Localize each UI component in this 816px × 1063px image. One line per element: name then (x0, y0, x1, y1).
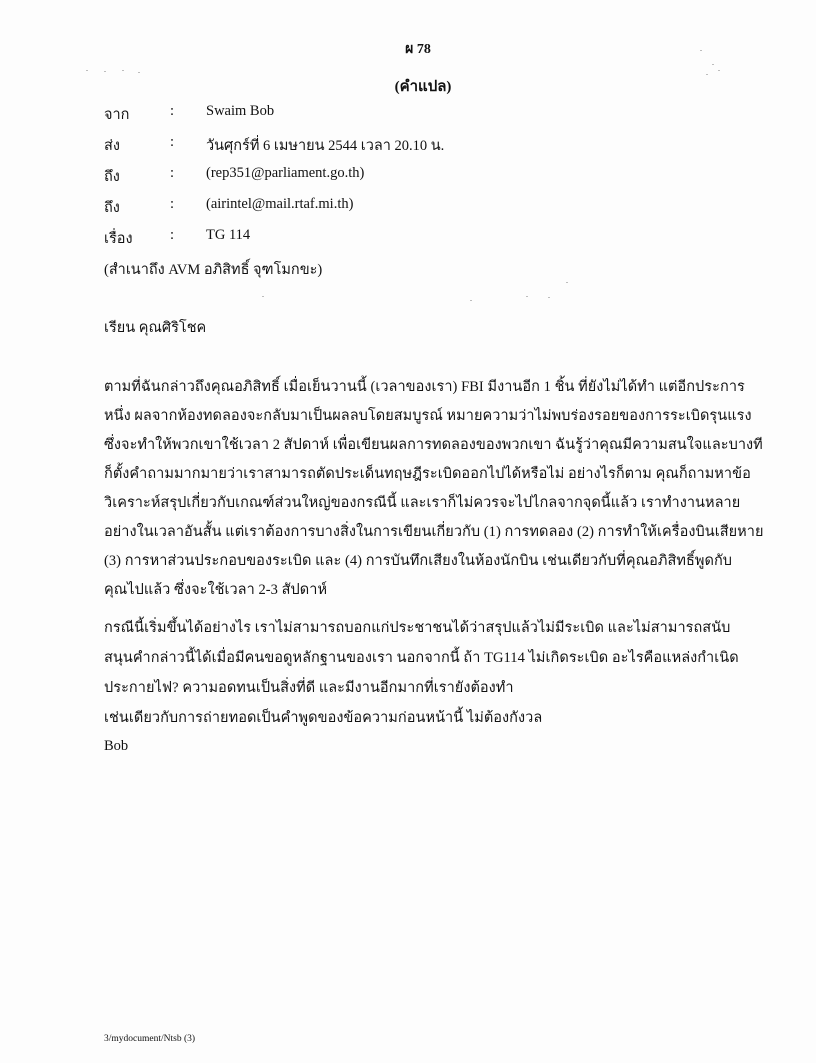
scan-speck (122, 70, 124, 71)
paragraph-line: ตามที่ฉันกล่าวถึงคุณอภิสิทธิ์ เมื่อเย็นวานนี้ (เวลาของเรา) FBI มีงานอีก 1 ชิ้น ที่ยังไม่ได้ทำ แต่อีกประการ (104, 379, 745, 395)
header-value: (rep351@parliament.go.th) (206, 165, 365, 181)
header-separator: : (170, 165, 175, 181)
scan-speck (470, 300, 472, 301)
scan-speck (104, 71, 106, 72)
scan-speck (566, 282, 568, 283)
paragraph-line: เช่นเดียวกับการถ่ายทอดเป็นคำพูดของข้อความก่อนหน้านี้ ไม่ต้องกังวล (104, 710, 543, 726)
header-separator: : (170, 134, 175, 150)
paragraph-line: คุณไปแล้ว ซึ่งจะใช้เวลา 2-3 สัปดาห์ (104, 582, 328, 598)
header-separator: : (170, 103, 175, 119)
cc-line: (สำเนาถึง AVM อภิสิทธิ์ จุฑโมกขะ) (104, 262, 323, 278)
paragraph-line: กรณีนี้เริ่มขึ้นได้อย่างไร เราไม่สามารถบอกแก่ประชาชนได้ว่าสรุปแล้วไม่มีระเบิด และไม่สามารถสนับ (104, 620, 731, 636)
document-number: ผ 78 (405, 42, 431, 57)
scan-speck (138, 72, 140, 73)
signature: Bob (104, 738, 129, 754)
header-label: ถึง (104, 200, 120, 216)
header-label: เรื่อง (104, 231, 133, 247)
paragraph-line: ซึ่งจะทำให้พวกเขาใช้เวลา 2 สัปดาห์ เพื่อเขียนผลการทดลองของพวกเขา ฉันรู้ว่าคุณมีความสนใจและบางที (104, 437, 763, 453)
header-label: จาก (104, 107, 130, 123)
paragraph-line: สนุนคำกล่าวนี้ได้เมื่อมีคนขอดูหลักฐานของเรา นอกจากนี้ ถ้า TG114 ไม่เกิดระเบิด อะไรคือแหล่งกำเนิด (104, 650, 739, 666)
header-value: (airintel@mail.rtaf.mi.th) (206, 196, 354, 212)
paragraph-line: วิเคราะห์สรุปเกี่ยวกับเกณฑ์ส่วนใหญ่ของกรณีนี้ และเราก็ไม่ควรจะไปไกลจากจุดนี้แล้ว เราทำงานหลาย (104, 495, 741, 511)
paragraph-line: ประกายไฟ? ความอดทนเป็นสิ่งที่ดี และมีงานอีกมากที่เรายังต้องทำ (104, 680, 514, 696)
paragraph-line: (3) การหาส่วนประกอบของระเบิด และ (4) การบันทึกเสียงในห้องนักบิน เช่นเดียวกับที่คุณอภิสิทธิ์พูดกับ (104, 553, 733, 569)
document-subtitle: (คำแปล) (394, 79, 452, 95)
scan-speck (712, 64, 714, 65)
salutation: เรียน คุณศิริโชค (104, 320, 207, 336)
header-separator: : (170, 227, 175, 243)
scan-speck (718, 70, 720, 71)
header-label: ถึง (104, 169, 120, 185)
footer-path: 3/mydocument/Ntsb (3) (104, 1034, 196, 1044)
header-value: TG 114 (206, 227, 251, 243)
header-label: ส่ง (104, 138, 120, 154)
header-value: Swaim Bob (206, 103, 275, 119)
scan-speck (86, 70, 88, 71)
paragraph-line: หนึ่ง ผลจากห้องทดลองจะกลับมาเป็นผลลบโดยสมบูรณ์ หมายความว่าไม่พบร่องรอยของการระเบิดรุนแรง (104, 408, 752, 424)
header-separator: : (170, 196, 175, 212)
scan-speck (548, 297, 550, 298)
scan-speck (262, 296, 264, 297)
paragraph-line: ก็ตั้งคำถามมากมายว่าเราสามารถตัดประเด็นทฤษฎีระเบิดออกไปได้หรือไม่ อย่างไรก็ตาม คุณก็ถามหาข้อ (104, 466, 751, 482)
paragraph-line: อย่างในเวลาอันสั้น แต่เราต้องการบางสิ่งในการเขียนเกี่ยวกับ (1) การทดลอง (2) การทำให้เครื่องบินเสียหาย (104, 524, 764, 540)
header-value: วันศุกร์ที่ 6 เมษายน 2544 เวลา 20.10 น. (206, 138, 445, 154)
scan-speck (526, 296, 528, 297)
